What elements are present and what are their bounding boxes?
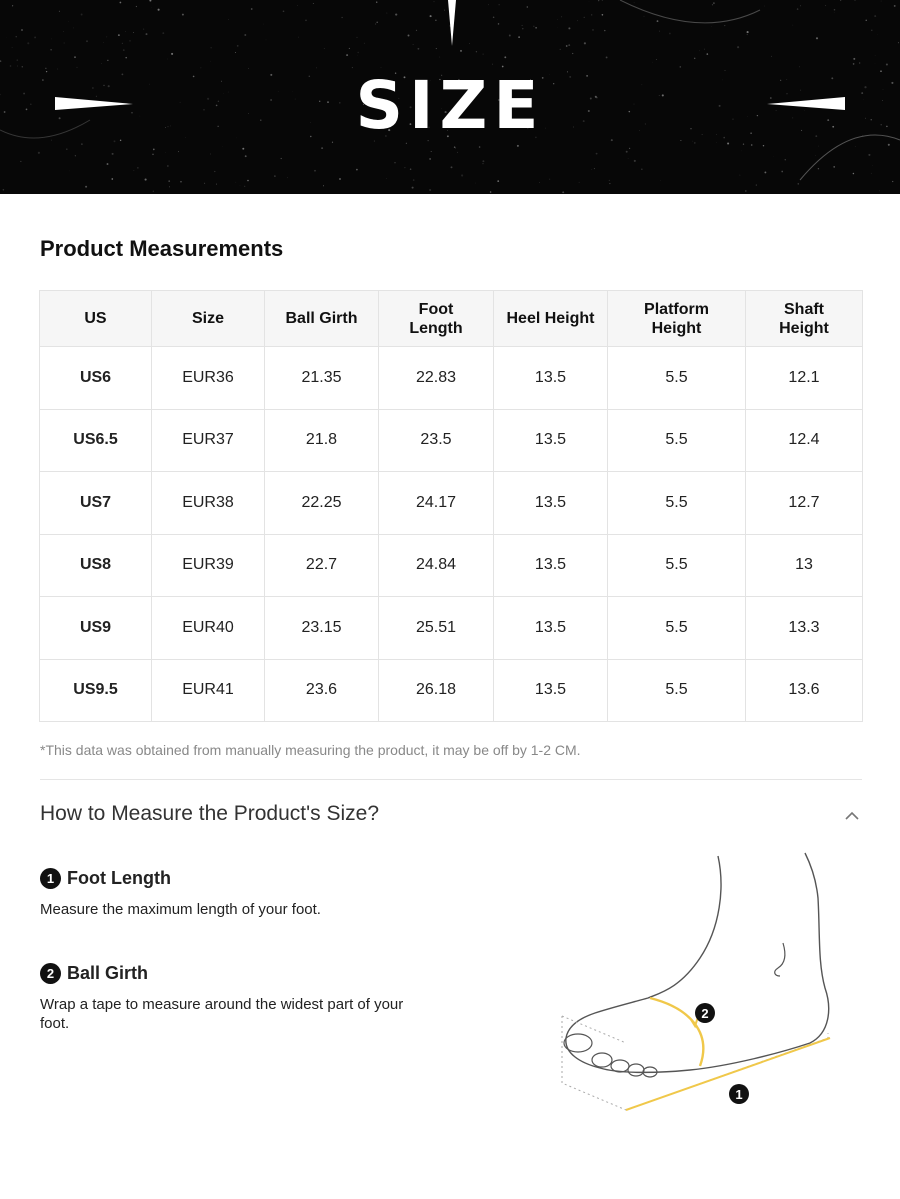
table-cell: 22.83	[379, 347, 494, 410]
step-number-badge: 2	[40, 963, 61, 984]
table-cell: 22.25	[265, 472, 379, 535]
table-cell: EUR37	[152, 409, 265, 472]
column-header-label: Foot Length	[409, 300, 463, 337]
diagram-marker-label: 1	[735, 1087, 743, 1102]
ball-girth-tape	[650, 998, 703, 1066]
step-title: Foot Length	[67, 868, 171, 888]
table-cell: 13.5	[494, 472, 608, 535]
column-header	[746, 291, 863, 347]
table-cell: 23.6	[265, 659, 379, 722]
table-cell: EUR39	[152, 534, 265, 597]
table-cell: 24.17	[379, 472, 494, 535]
column-header: US	[40, 291, 152, 347]
table-cell: 25.51	[379, 597, 494, 660]
step-ball-girth	[40, 963, 420, 1033]
table-cell: 5.5	[608, 409, 746, 472]
table-cell: US9.5	[40, 659, 152, 722]
divider	[40, 779, 862, 780]
table-cell: 22.7	[265, 534, 379, 597]
column-header: Ball Girth	[265, 291, 379, 347]
column-header	[608, 291, 746, 347]
table-cell: 13.5	[494, 534, 608, 597]
table-cell: 21.35	[265, 347, 379, 410]
size-table	[39, 290, 863, 722]
table-row	[40, 472, 863, 535]
table-cell: 23.5	[379, 409, 494, 472]
table-cell: 12.1	[746, 347, 863, 410]
foot-outline-shape	[566, 853, 829, 1072]
table-row	[40, 659, 863, 722]
table-cell: 21.8	[265, 409, 379, 472]
table-cell: 12.4	[746, 409, 863, 472]
table-row	[40, 347, 863, 410]
table-cell: 13.5	[494, 597, 608, 660]
table-cell: EUR40	[152, 597, 265, 660]
table-row	[40, 534, 863, 597]
measurements-title: Product Measurements	[40, 236, 284, 261]
table-cell: 5.5	[608, 347, 746, 410]
top-spike-shape	[448, 0, 456, 46]
table-cell: 13.5	[494, 347, 608, 410]
column-header	[379, 291, 494, 347]
table-cell: 13.5	[494, 409, 608, 472]
table-cell: 24.84	[379, 534, 494, 597]
step-title: Ball Girth	[67, 963, 149, 983]
table-row	[40, 597, 863, 660]
table-cell: 13.3	[746, 597, 863, 660]
howto-header[interactable]	[40, 800, 862, 830]
table-row	[40, 409, 863, 472]
table-cell: US8	[40, 534, 152, 597]
size-banner	[0, 0, 900, 194]
column-header: Size	[152, 291, 265, 347]
column-header: Heel Height	[494, 291, 608, 347]
measurement-note: *This data was obtained from manually measuring the product, it may be off by 1-2 CM.	[40, 742, 581, 758]
table-cell: EUR41	[152, 659, 265, 722]
chevron-up-icon[interactable]	[842, 806, 862, 826]
diagram-marker-label: 2	[701, 1006, 709, 1021]
table-cell: 13	[746, 534, 863, 597]
table-cell: US6	[40, 347, 152, 410]
table-cell: 5.5	[608, 597, 746, 660]
table-cell: US9	[40, 597, 152, 660]
table-cell: 5.5	[608, 534, 746, 597]
step-foot-length	[40, 868, 420, 919]
step-description: Measure the maximum length of your foot.	[40, 901, 321, 918]
table-cell: 13.6	[746, 659, 863, 722]
table-cell: 12.7	[746, 472, 863, 535]
banner-title: SIZE	[355, 67, 545, 144]
howto-title: How to Measure the Product's Size?	[40, 802, 380, 825]
step-number-badge: 1	[40, 868, 61, 889]
step-description: Wrap a tape to measure around the widest part of your foot.	[40, 996, 404, 1032]
column-header-label: Shaft Height	[779, 300, 829, 337]
table-cell: EUR38	[152, 472, 265, 535]
table-cell: US6.5	[40, 409, 152, 472]
table-cell: 5.5	[608, 472, 746, 535]
table-cell: 13.5	[494, 659, 608, 722]
table-cell: 26.18	[379, 659, 494, 722]
table-header-row	[40, 291, 863, 347]
table-cell: 23.15	[265, 597, 379, 660]
table-cell: US7	[40, 472, 152, 535]
table-cell: EUR36	[152, 347, 265, 410]
foot-measure-diagram	[540, 848, 850, 1128]
column-header-label: Platform Height	[644, 300, 709, 337]
table-cell: 5.5	[608, 659, 746, 722]
